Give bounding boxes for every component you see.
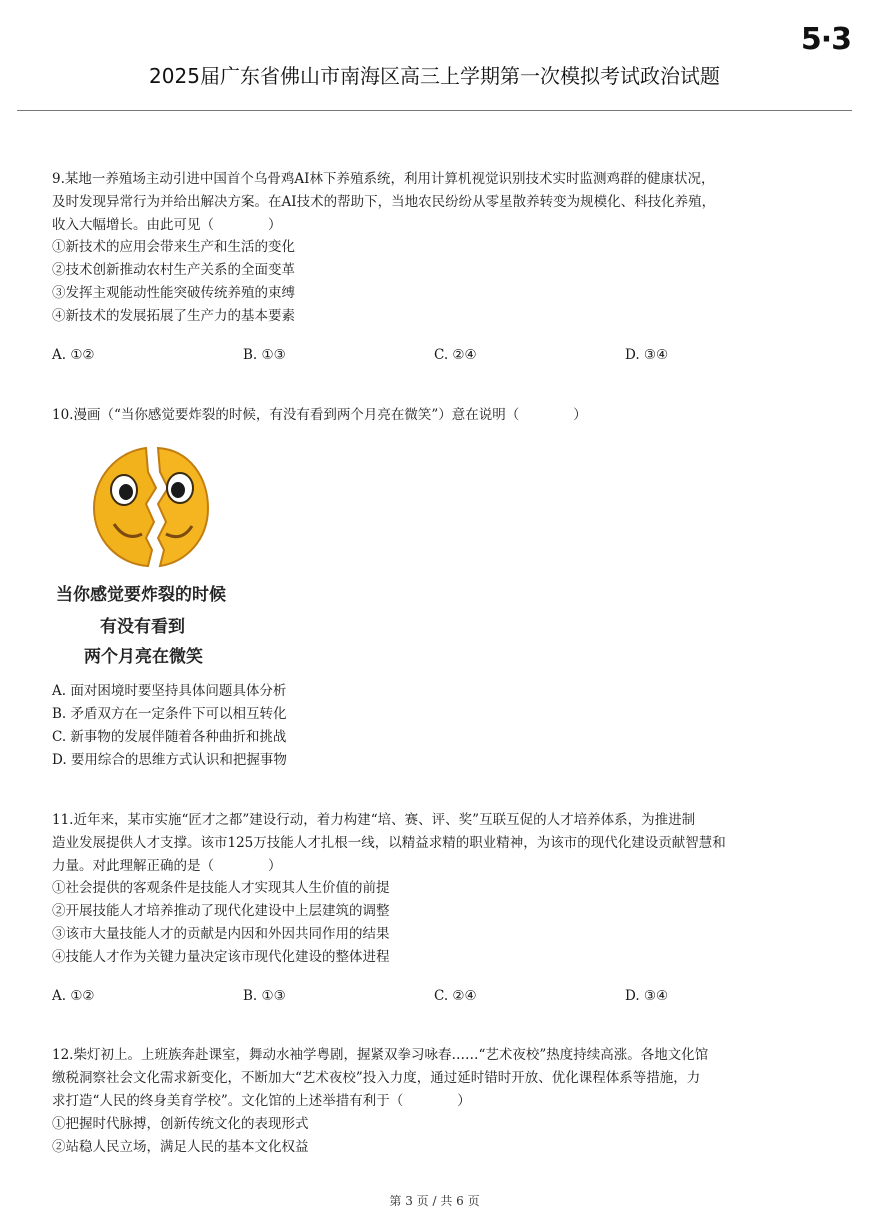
- option-d[interactable]: D. ③④: [625, 347, 669, 363]
- list-item: ①新技术的应用会带来生产和生活的变化: [52, 239, 295, 255]
- question-10-stem: 10.漫画（“当你感觉要炸裂的时候，有没有看到两个月亮在微笑”）意在说明（ ）: [52, 407, 587, 423]
- option-b[interactable]: B. 矛盾双方在一定条件下可以相互转化: [52, 706, 287, 722]
- question-9-stem: 9.某地一养殖场主动引进中国首个乌骨鸡AI林下养殖系统，利用计算机视觉识别技术实时监测鸡群的健康状况， 及时发现异常行为并给出解决方案。在AI技术的帮助下，当地农民纷纷从零星散养转变为规模化、科技化养殖， 收入大幅增长。由此可见（ ）: [52, 171, 716, 233]
- page-number: 第 3 页 / 共 6 页: [389, 1194, 480, 1208]
- option-b[interactable]: B. ①③: [243, 347, 286, 363]
- option-a[interactable]: A. 面对困境时要坚持具体问题具体分析: [52, 683, 287, 699]
- option-b[interactable]: B. ①③: [243, 988, 286, 1004]
- header-divider: [17, 110, 852, 111]
- moon-right-half: [158, 448, 208, 566]
- list-item: ③发挥主观能动性能突破传统养殖的束缚: [52, 285, 295, 301]
- list-item: ①把握时代脉搏，创新传统文化的表现形式: [52, 1116, 309, 1132]
- list-item: ②开展技能人才培养推动了现代化建设中上层建筑的调整: [52, 903, 390, 919]
- option-c[interactable]: C. ②④: [434, 988, 477, 1004]
- moon-left-half: [94, 448, 156, 566]
- question-12-items: [52, 1113, 812, 1159]
- option-c[interactable]: C. ②④: [434, 347, 477, 363]
- list-item: ①社会提供的客观条件是技能人才实现其人生价值的前提: [52, 880, 390, 896]
- brand-logo: 5·3: [800, 22, 851, 57]
- page-title: 2025届广东省佛山市南海区高三上学期第一次模拟考试政治试题: [149, 64, 720, 88]
- cartoon-image: [56, 442, 256, 672]
- list-item: ④技能人才作为关键力量决定该市现代化建设的整体进程: [52, 949, 390, 965]
- list-item: ③该市大量技能人才的贡献是内因和外因共同作用的结果: [52, 926, 390, 942]
- list-item: ②技术创新推动农村生产关系的全面变革: [52, 262, 295, 278]
- option-c[interactable]: C. 新事物的发展伴随着各种曲折和挑战: [52, 729, 287, 745]
- question-11-stem: 11.近年来，某市实施“匠才之都”建设行动，着力构建“培、赛、评、奖”互联互促的人才培养体系，为推进制 造业发展提供人才支撑。该市125万技能人才扎根一线，以精益求精的职业精神，为该市的现代化建设贡献智慧和 力量。对此理解正确的是（ ）: [52, 812, 726, 874]
- question-12-stem: 12.柴灯初上。上班族奔赴课室，舞动水袖学粤剧，握紧双拳习咏春……“艺术夜校”热度持续高涨。各地文化馆 缴税洞察社会文化需求新变化，不断加大“艺术夜校”投入力度，通过延时错时开放、优化课程体系等措施，力 求打造“人民的终身美育学校”。文化馆的上述举措有利于（ ）: [52, 1047, 709, 1109]
- question-11-items: [52, 877, 812, 969]
- option-a[interactable]: A. ①②: [52, 347, 95, 363]
- question-10-options: [52, 680, 812, 772]
- cartoon-caption-line-1: 当你感觉要炸裂的时候: [56, 585, 226, 605]
- cartoon-caption-line-2: 有没有看到: [100, 617, 185, 637]
- option-d[interactable]: D. ③④: [625, 988, 669, 1004]
- option-a[interactable]: A. ①②: [52, 988, 95, 1004]
- cartoon-caption-line-3: 两个月亮在微笑: [84, 647, 203, 667]
- list-item: ②站稳人民立场，满足人民的基本文化权益: [52, 1139, 309, 1155]
- list-item: ④新技术的发展拓展了生产力的基本要素: [52, 308, 295, 324]
- question-9-items: [52, 236, 812, 328]
- option-d[interactable]: D. 要用综合的思维方式认识和把握事物: [52, 752, 287, 768]
